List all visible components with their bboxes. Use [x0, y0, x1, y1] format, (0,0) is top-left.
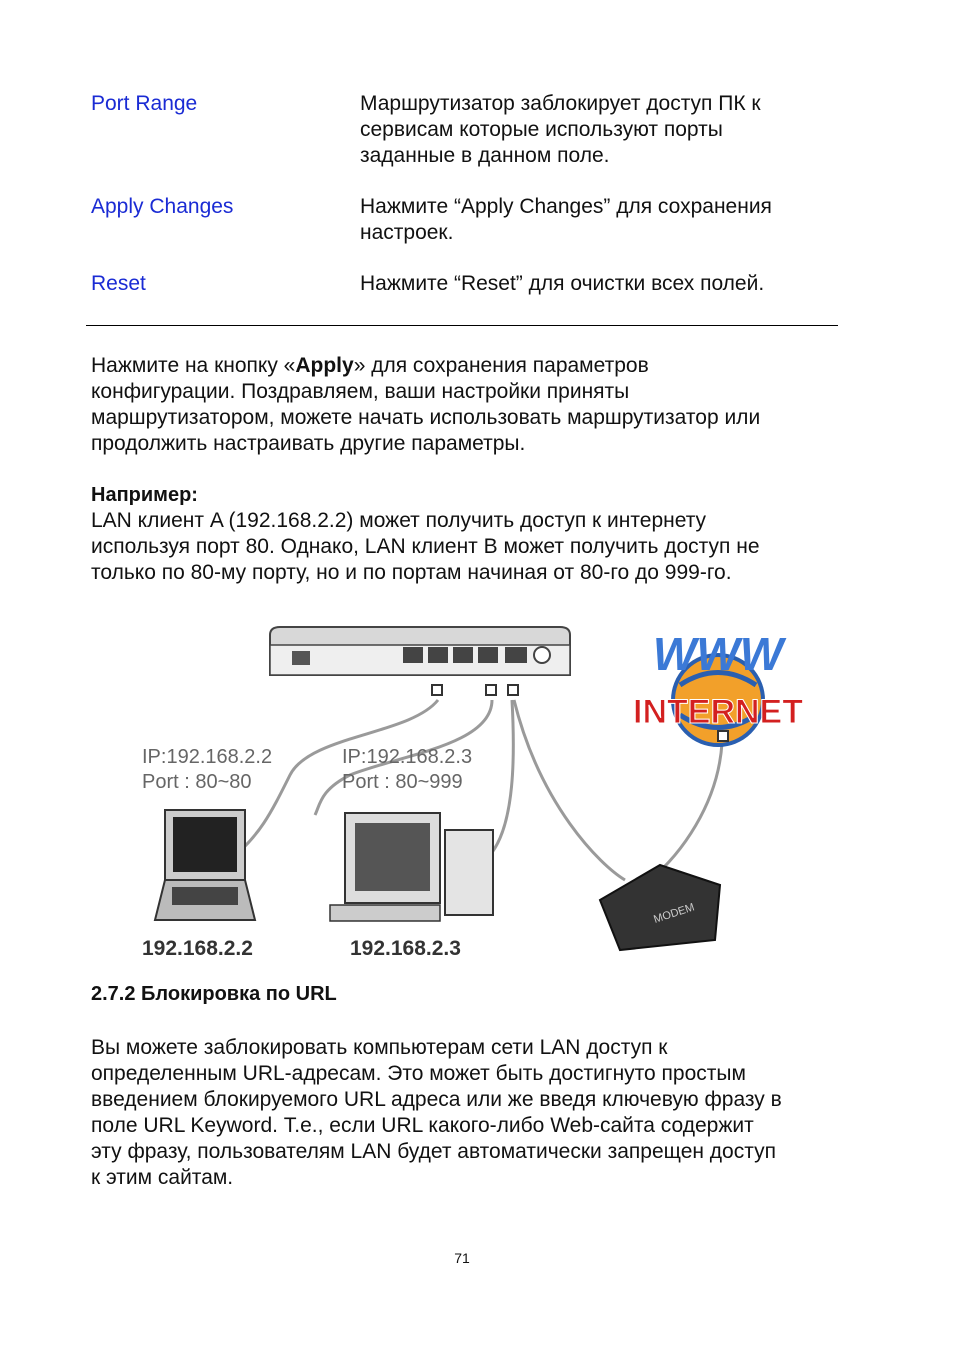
paragraph-line: маршрутизатором, можете начать использовать маршрутизатор или	[91, 406, 761, 429]
apply-bold: Apply	[295, 354, 354, 377]
client-b-port: Port : 80~999	[342, 771, 463, 793]
paragraph-line: поле URL Keyword. Т.е., если URL какого-либо Web-сайта содержит	[91, 1114, 754, 1137]
example-block	[91, 482, 851, 586]
section-heading: 2.7.2 Блокировка по URL	[91, 983, 337, 1005]
apply-line-1	[91, 353, 851, 379]
desc-line: Маршрутизатор заблокирует доступ ПК к	[360, 92, 761, 115]
desc-line: настроек.	[360, 221, 454, 244]
router-port	[428, 647, 448, 663]
desc-port-range	[360, 91, 820, 169]
client-a-ip: IP:192.168.2.2	[142, 746, 273, 768]
paragraph-line: введением блокируемого URL адреса или же введя ключевую фразу в	[91, 1088, 782, 1111]
term-reset: Reset	[91, 272, 146, 295]
term-port-range: Port Range	[91, 92, 198, 115]
router-wan-port	[505, 647, 527, 663]
www-label: WWW	[652, 628, 784, 680]
paragraph-line: LAN клиент A (192.168.2.2) может получить доступ к интернету	[91, 509, 707, 532]
client-b-caption: 192.168.2.3	[350, 937, 461, 960]
paragraph-line: эту фразу, пользователям LAN будет автоматически запрещен доступ	[91, 1140, 776, 1163]
apply-pre: Нажмите на кнопку «	[91, 354, 296, 377]
section-paragraph	[91, 1035, 851, 1191]
client-b-ip: IP:192.168.2.3	[342, 746, 473, 768]
desc-line: сервисам которые используют порты	[360, 118, 723, 141]
apply-paragraph	[91, 353, 851, 457]
internet-logo	[633, 628, 803, 745]
paragraph-line: продолжить настраивать другие параметры.	[91, 432, 526, 455]
paragraph-line: определенным URL-адресам. Это может быть достигнуто простым	[91, 1062, 746, 1085]
router-port	[403, 647, 423, 663]
modem-icon	[600, 865, 720, 950]
cable-modem	[514, 700, 625, 880]
paragraph-line: к этим сайтам.	[91, 1166, 234, 1189]
desc-line: заданные в данном поле.	[360, 144, 610, 167]
paragraph-line: Вы можете заблокировать компьютерам сети LAN доступ к	[91, 1036, 668, 1059]
paragraph-line: используя порт 80. Однако, LAN клиент B может получить доступ не	[91, 535, 760, 558]
paragraph-line: конфигурации. Поздравляем, ваши настройки приняты	[91, 380, 630, 403]
desc-apply-changes	[360, 194, 820, 246]
router-port	[478, 647, 498, 663]
paragraph-line: только по 80-му порту, но и по портам начиная от 80-го до 999-го.	[91, 561, 732, 584]
term-apply-changes: Apply Changes	[91, 195, 234, 218]
example-label: Например:	[91, 484, 198, 506]
desc-line: Нажмите “Reset” для очистки всех полей.	[360, 272, 765, 295]
internet-label: INTERNET	[633, 693, 803, 731]
router-port	[453, 647, 473, 663]
laptop-icon	[155, 810, 255, 920]
desc-line: Нажмите “Apply Changes” для сохранения	[360, 195, 772, 218]
page-number: 71	[454, 1250, 470, 1266]
apply-post: » для сохранения параметров	[353, 354, 649, 377]
router	[270, 627, 570, 695]
divider	[86, 325, 838, 326]
cable-internet	[650, 743, 722, 880]
client-a-caption: 192.168.2.2	[142, 937, 253, 960]
network-diagram	[120, 605, 810, 965]
client-a-port: Port : 80~80	[142, 771, 252, 793]
desktop-pc-icon	[330, 813, 493, 921]
modem-label: MODEM	[652, 901, 697, 926]
desc-reset	[360, 271, 820, 297]
